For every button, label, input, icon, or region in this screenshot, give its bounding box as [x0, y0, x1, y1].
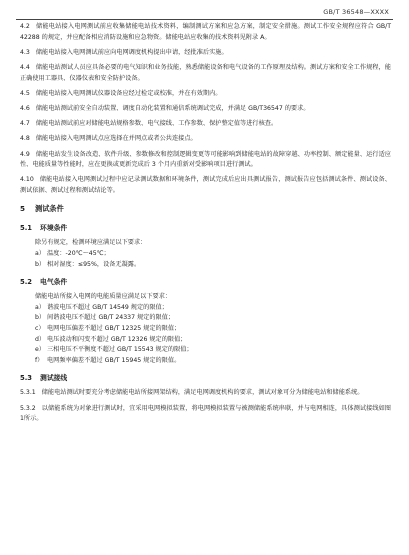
clause-text: 储能电站测试前安全自动装置、调度自动化装置和通信系统调试完成，并满足 GB/T36547 的要求。 [35, 104, 310, 112]
list-item-text: 温度：-20℃～45℃； [47, 250, 110, 258]
clause-text: 储能电站发生设备改造、软件升级、参数修改和控制逻辑变更等可能影响到储能电站的故障穿越、功率控制、额定能量、运行适应性、电能质量等性能时，应在更换或更新完成后 3 个月内重新对受影响项目进行测试。 [20, 150, 391, 169]
list-item-label: a） [35, 250, 45, 258]
list-item [20, 345, 391, 356]
list-item [20, 335, 391, 346]
standard-code-header: GB/T 36548—XXXX [323, 8, 389, 16]
list-item-label: c） [35, 325, 45, 333]
clause-number: 4.5 [20, 89, 30, 97]
section-number: 5 [20, 204, 26, 214]
clause-number: 4.8 [20, 135, 30, 143]
clause-number: 4.10 [20, 176, 34, 184]
clauses-section-4 [20, 22, 391, 196]
clause-text: 储能电站接入电网测试前应收集储能电站技术资料，编制测试方案和应急方案，制定安全措施。测试工作安全规程应符合 GB/T 42288 的规定，并应配备相应消防设施和应急物资。储能电站应收集的技术资料见附录 A。 [20, 23, 391, 41]
environment-intro: 除另有规定，检测环境应满足以下要求： [35, 239, 147, 247]
clause-paragraph [20, 150, 391, 171]
electrical-conditions-list [20, 303, 391, 367]
subsection-5-1-heading [20, 222, 391, 232]
clause-text: 储能电站接入电网测试前应向电网调度机构提出申请，经批准后实施。 [35, 48, 228, 56]
electrical-intro: 储能电站所接入电网的电能质量应满足以下要求： [35, 293, 172, 301]
clause-paragraph [20, 63, 391, 84]
document-body [20, 22, 391, 429]
clause-number: 4.3 [20, 48, 30, 56]
list-item-label: b） [35, 314, 46, 322]
list-item [20, 260, 391, 271]
clause-paragraph [20, 134, 391, 145]
list-item-label: e） [35, 346, 45, 354]
list-item [20, 324, 391, 335]
clause-text: 储能电站接入电网测试仪器设备应经过检定或校准，并在有效期内。 [35, 89, 222, 97]
clause-text: 储能电站接入电网测试点应选择在并网点或者公共连接点。 [35, 135, 197, 143]
clause-text: 以储能系统为对象进行测试时，宜采用电网模拟装置，将电网模拟装置与被测储能系统串联，并与电网相连，具体测试接线如图1所示。 [20, 404, 391, 423]
subsection-title: 电气条件 [40, 278, 68, 287]
clause-paragraph [20, 48, 391, 59]
section-5-heading [20, 204, 391, 214]
clause-text: 储能电站测试人员应具备必要的电气知识和业务技能，熟悉储能设备和电气设备的工作原理及结构。测试方案和安全工作规程，能正确使用工器具、仪器仪表和安全防护设备。 [20, 63, 391, 82]
list-item [20, 303, 391, 314]
list-item-text: 谐波电压不超过 GB/T 14549 规定的限值； [47, 303, 168, 311]
clause-paragraph [20, 22, 391, 43]
subsection-number: 5.2 [20, 278, 33, 287]
list-item-text: 电网频率偏差不超过 GB/T 15945 规定的限值。 [47, 356, 181, 364]
wiring-paragraphs [20, 388, 391, 424]
clause-text: 储能电站接入电网测试过程中应记录测试数据和环境条件，测试完成后应出具测试报告，测试报告应包括测试条件、测试设备、测试依据、测试过程和测试结论等。 [20, 176, 391, 194]
list-item-text: 三相电压不平衡度不超过 GB/T 15543 规定的限值； [47, 346, 193, 354]
environment-conditions-list [20, 249, 391, 270]
clause-number: 4.9 [20, 150, 30, 158]
clause-text: 储能电站测试前应对储能电站规格参数、电气接线、工作参数、保护整定值等进行核查。 [35, 120, 278, 128]
clause-number: 4.2 [20, 23, 30, 30]
clause-paragraph [20, 104, 391, 115]
clause-paragraph [20, 175, 391, 196]
section-title: 测试条件 [35, 204, 64, 214]
list-item-label: b） [35, 260, 46, 268]
list-item-text: 相对湿度：≤95%，设备无凝露。 [47, 260, 141, 268]
list-item-text: 电网电压偏差不超过 GB/T 12325 规定的限值； [47, 325, 181, 333]
wiring-paragraph [20, 388, 391, 399]
list-item-text: 电压波动和闪变不超过 GB/T 12326 规定的限值； [47, 335, 187, 343]
subsection-number: 5.3 [20, 374, 33, 383]
list-item [20, 249, 391, 260]
list-item-label: f） [35, 356, 44, 364]
subsection-5-2-heading [20, 276, 391, 286]
subsection-title: 环境条件 [40, 224, 68, 233]
header-rule [16, 19, 393, 20]
subsection-5-3-heading [20, 372, 391, 382]
list-item-label: a） [35, 303, 45, 311]
wiring-paragraph [20, 404, 391, 425]
list-item-label: d） [35, 335, 46, 343]
list-item-text: 间谐波电压不超过 GB/T 24337 规定的限值； [47, 314, 175, 322]
list-item [20, 356, 391, 367]
clause-number: 4.6 [20, 104, 30, 112]
clause-number: 5.3.2 [20, 404, 36, 412]
clause-text: 储能电站测试时要充分考虑储能电站所接网架结构，满足电网调度机构的要求，测试对象可分为储能电站和储能系统。 [41, 389, 364, 397]
subsection-title: 测试接线 [40, 374, 68, 383]
subsection-number: 5.1 [20, 224, 33, 233]
clause-paragraph [20, 89, 391, 100]
clause-number: 4.7 [20, 120, 30, 128]
clause-number: 5.3.1 [20, 389, 36, 397]
clause-number: 4.4 [20, 63, 30, 71]
clause-paragraph [20, 119, 391, 130]
list-item [20, 313, 391, 324]
